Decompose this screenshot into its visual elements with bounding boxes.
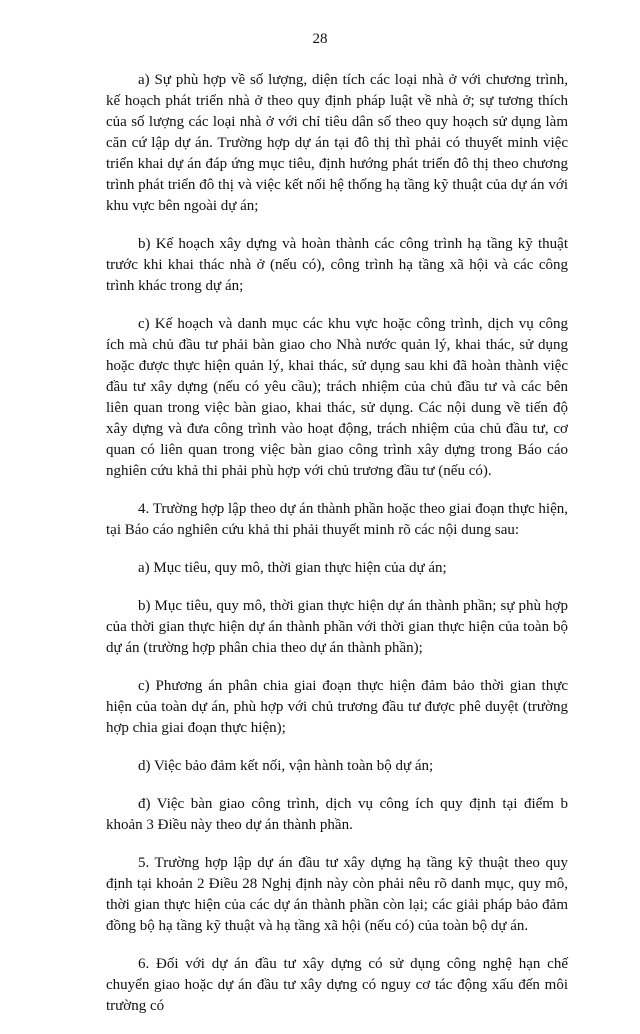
document-body <box>106 70 568 1034</box>
paragraph-clause-5: 5. Trường hợp lập dự án đầu tư xây dựng hạ tầng kỹ thuật theo quy định tại khoản 2 Điều 28 Nghị định này còn phải nêu rõ danh mục, quy mô, thời gian thực hiện của các dự án thành phần còn lại; các giải pháp bảo đảm đồng bộ hạ tầng kỹ thuật và hạ tầng xã hội (nếu có) của toàn bộ dự án. <box>106 855 568 934</box>
paragraph-clause-6: 6. Đối với dự án đầu tư xây dựng có sử dụng công nghệ hạn chế chuyển giao hoặc dự án đầu tư xây dựng có nguy cơ tác động xấu đến môi trường có <box>106 956 568 1014</box>
paragraph-3b: b) Kế hoạch xây dựng và hoàn thành các công trình hạ tầng kỹ thuật trước khi khai thác nhà ở (nếu có), công trình hạ tầng xã hội và các công trình khác trong dự án; <box>106 236 568 294</box>
page-number: 28 <box>312 31 328 47</box>
paragraph-4a: a) Mục tiêu, quy mô, thời gian thực hiện của dự án; <box>138 560 447 576</box>
paragraph-3a: a) Sự phù hợp về số lượng, diện tích các loại nhà ở với chương trình, kế hoạch phát triển nhà ở theo quy định pháp luật về nhà ở; sự tương thích của số lượng các loại nhà ở với chỉ tiêu dân số theo quy hoạch sử dụng làm căn cứ lập dự án. Trường hợp dự án tại đô thị thì phải có thuyết minh việc triển khai dự án đáp ứng mục tiêu, định hướng phát triển đô thị theo chương trình phát triển đô thị và việc kết nối hệ thống hạ tầng kỹ thuật của dự án với khu vực bên ngoài dự án; <box>106 72 568 214</box>
paragraph-4b: b) Mục tiêu, quy mô, thời gian thực hiện dự án thành phần; sự phù hợp của thời gian thực hiện dự án thành phần với thời gian thực hiện của toàn bộ dự án (trường hợp phân chia theo dự án thành phần); <box>106 598 568 656</box>
paragraph-4dd: đ) Việc bàn giao công trình, dịch vụ công ích quy định tại điểm b khoản 3 Điều này theo dự án thành phần. <box>106 796 568 833</box>
paragraph-4d: d) Việc bảo đảm kết nối, vận hành toàn bộ dự án; <box>138 758 434 774</box>
paragraph-3c: c) Kế hoạch và danh mục các khu vực hoặc công trình, dịch vụ công ích mà chủ đầu tư phải bàn giao cho Nhà nước quản lý, khai thác, sử dụng hoặc được thực hiện quản lý, khai thác, sử dụng sau khi đã hoàn thành việc đầu tư xây dựng (nếu có yêu cầu); trách nhiệm của chủ đầu tư và các bên liên quan trong việc bàn giao, khai thác, sử dụng. Các nội dung về tiến độ xây dựng và đưa công trình vào hoạt động, trách nhiệm của chủ đầu tư, cơ quan có liên quan trong việc bàn giao công trình xây dựng trong Báo cáo nghiên cứu khả thi phải phù hợp với chủ trương đầu tư (nếu có). <box>106 316 568 479</box>
paragraph-clause-4: 4. Trường hợp lập theo dự án thành phần hoặc theo giai đoạn thực hiện, tại Báo cáo nghiên cứu khả thi phải thuyết minh rõ các nội dung sau: <box>106 501 568 538</box>
paragraph-4c: c) Phương án phân chia giai đoạn thực hiện đảm bảo thời gian thực hiện của toàn dự án, phù hợp với chủ trương đầu tư được phê duyệt (trường hợp chia giai đoạn thực hiện); <box>106 678 568 736</box>
